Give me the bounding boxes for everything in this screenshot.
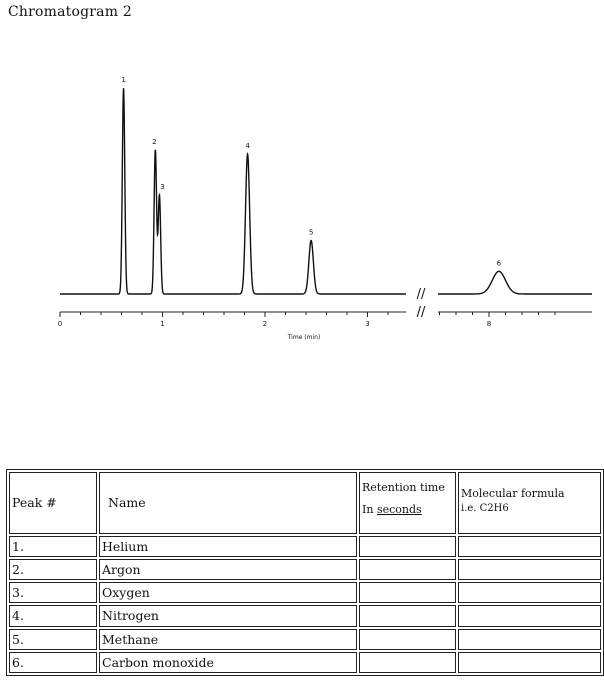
retention-cell[interactable] bbox=[359, 559, 456, 580]
retention-cell[interactable] bbox=[359, 652, 456, 673]
peak-number: 1. bbox=[9, 536, 97, 557]
header-formula bbox=[458, 472, 601, 534]
peak-label: 4 bbox=[245, 141, 250, 150]
x-tick-label: 1 bbox=[160, 320, 165, 328]
compound-name: Helium bbox=[99, 536, 357, 557]
x-tick-label: 2 bbox=[262, 320, 268, 328]
header-retention-line1: Retention time bbox=[362, 481, 445, 494]
peak-number: 4. bbox=[9, 605, 97, 626]
header-name bbox=[99, 472, 357, 534]
formula-cell[interactable] bbox=[458, 536, 601, 557]
peak-label: 5 bbox=[308, 228, 314, 237]
table-row bbox=[9, 559, 601, 580]
peak-label: 3 bbox=[160, 183, 165, 192]
header-retention-prefix: In bbox=[362, 503, 374, 516]
compound-name: Nitrogen bbox=[99, 605, 357, 626]
header-formula-line1: Molecular formula bbox=[461, 487, 565, 500]
axis-break-top: // bbox=[416, 287, 426, 302]
header-formula-line2: i.e. C2H6 bbox=[461, 503, 509, 514]
peak-label: 1 bbox=[121, 76, 126, 84]
table-row bbox=[9, 652, 601, 673]
peak-number: 5. bbox=[9, 629, 97, 650]
x-axis-title: Time (min) bbox=[287, 334, 321, 341]
formula-cell[interactable] bbox=[458, 582, 601, 603]
retention-cell[interactable] bbox=[359, 536, 456, 557]
table-header-row bbox=[9, 472, 601, 534]
header-name-label: Name bbox=[108, 495, 146, 511]
retention-cell[interactable] bbox=[359, 605, 456, 626]
peak-table bbox=[6, 469, 604, 676]
x-tick-label: 3 bbox=[365, 320, 370, 328]
table-row bbox=[9, 582, 601, 603]
chart-axes bbox=[58, 287, 592, 341]
compound-name: Argon bbox=[99, 559, 357, 580]
retention-cell[interactable] bbox=[359, 629, 456, 650]
formula-cell[interactable] bbox=[458, 605, 601, 626]
chromatogram-trace bbox=[438, 271, 592, 294]
header-retention-line2 bbox=[362, 503, 453, 516]
chart-traces bbox=[60, 88, 592, 294]
table-row bbox=[9, 536, 601, 557]
peak-number: 2. bbox=[9, 559, 97, 580]
page-title: Chromatogram 2 bbox=[8, 4, 132, 20]
header-retention bbox=[359, 472, 456, 534]
x-tick-label: 0 bbox=[57, 320, 63, 328]
compound-name: Carbon monoxide bbox=[99, 652, 357, 673]
formula-cell[interactable] bbox=[458, 629, 601, 650]
x-tick-label: 8 bbox=[486, 320, 492, 328]
compound-name: Oxygen bbox=[99, 582, 357, 603]
peak-label: 2 bbox=[152, 137, 157, 146]
axis-break-bottom: // bbox=[416, 305, 426, 320]
table-row bbox=[9, 605, 601, 626]
retention-cell[interactable] bbox=[359, 582, 456, 603]
chart-labels bbox=[121, 76, 501, 267]
chromatogram-trace bbox=[60, 88, 406, 294]
compound-name: Methane bbox=[99, 629, 357, 650]
peak-label: 6 bbox=[496, 259, 502, 268]
formula-cell[interactable] bbox=[458, 652, 601, 673]
header-retention-unit: seconds bbox=[376, 503, 422, 516]
table-row bbox=[9, 629, 601, 650]
formula-cell[interactable] bbox=[458, 559, 601, 580]
peak-number: 3. bbox=[9, 582, 97, 603]
header-peak: Peak # bbox=[9, 472, 97, 534]
peak-number: 6. bbox=[9, 652, 97, 673]
